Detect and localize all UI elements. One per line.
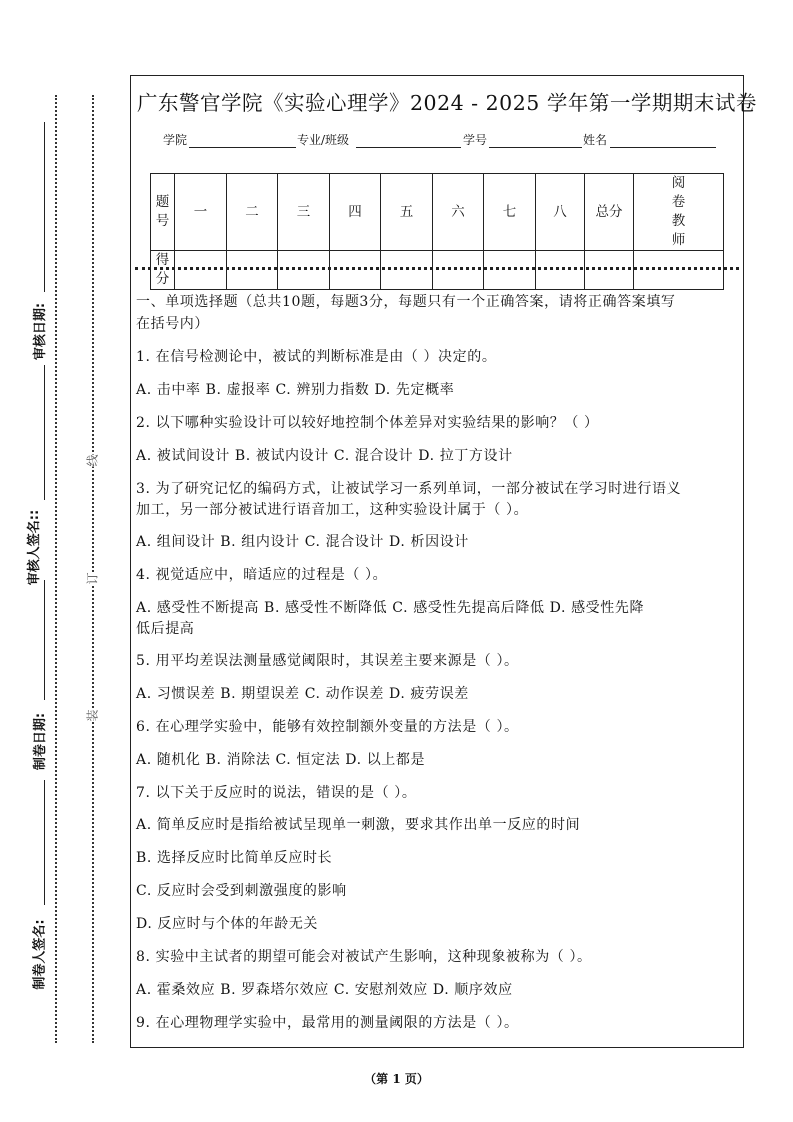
row-label-score: 得 分: [151, 251, 175, 290]
score-cell[interactable]: [278, 251, 330, 290]
question-text: 6. 在心理学实验中，能够有效控制额外变量的方法是（ ）。: [136, 719, 519, 735]
reviewer-sign-underline: [44, 365, 45, 500]
score-cell[interactable]: [634, 251, 724, 290]
maker-sign-underline: [44, 780, 45, 905]
col-header: 四: [330, 174, 381, 251]
text-line: 在括号内）: [136, 316, 209, 332]
field-label-student-id: 学号: [463, 133, 488, 147]
binding-dotted-line-outer: [55, 95, 57, 1043]
question-text: 3. 为了研究记忆的编码方式，让被试学习一系列单词，一部分被试在学习时进行语义: [136, 481, 682, 497]
score-cell[interactable]: [330, 251, 381, 290]
question-text: 2. 以下哪种实验设计可以较好地控制个体差异对实验结果的影响？（ ）: [136, 415, 599, 431]
separator-dotted: [135, 267, 739, 270]
score-cell[interactable]: [433, 251, 484, 290]
score-cell[interactable]: [585, 251, 634, 290]
col-header: 阅卷 教师: [634, 174, 724, 251]
answer-options: A. 习惯误差 B. 期望误差 C. 动作误差 D. 疲劳误差: [136, 686, 469, 702]
review-date-underline: [44, 122, 45, 292]
answer-options: A. 简单反应时是指给被试呈现单一刺激，要求其作出单一反应的时间: [136, 817, 581, 833]
row-label-question-no: 题 号: [151, 174, 175, 251]
col-header: 六: [433, 174, 484, 251]
field-label-name: 姓名: [583, 133, 608, 147]
score-cell[interactable]: [227, 251, 278, 290]
question-text: 4. 视觉适应中，暗适应的过程是（ ）。: [136, 567, 388, 583]
col-header: 一: [175, 174, 227, 251]
bind-mark-staple: 订: [85, 572, 100, 585]
field-label-major-class: 专业/班级: [297, 133, 350, 147]
answer-options: A. 被试间设计 B. 被试内设计 C. 混合设计 D. 拉丁方设计: [136, 448, 513, 464]
maker-sign-label: 制卷人签名:: [32, 919, 48, 990]
student-id-field[interactable]: [489, 147, 582, 148]
col-header: 八: [536, 174, 585, 251]
answer-options: D. 反应时与个体的年龄无关: [136, 916, 319, 932]
major-class-field[interactable]: [356, 147, 461, 148]
answer-options: A. 随机化 B. 消除法 C. 恒定法 D. 以上都是: [136, 752, 426, 768]
page-number: （第 1 页）: [364, 1072, 429, 1086]
make-date-label: 制卷日期:: [33, 712, 49, 771]
college-field[interactable]: [189, 147, 296, 148]
score-cell[interactable]: [484, 251, 536, 290]
text-line: 低后提高: [136, 621, 195, 637]
col-header: 五: [381, 174, 433, 251]
col-header: 三: [278, 174, 330, 251]
bind-mark-line: 线: [85, 454, 100, 467]
question-text: 9. 在心理物理学实验中，最常用的测量阈限的方法是（ ）。: [136, 1015, 519, 1031]
question-text: 1. 在信号检测论中，被试的判断标准是由（ ）决定的。: [136, 349, 497, 365]
score-table: [150, 173, 724, 290]
score-cell[interactable]: [381, 251, 433, 290]
answer-options: A. 霍桑效应 B. 罗森塔尔效应 C. 安慰剂效应 D. 顺序效应: [136, 982, 513, 998]
binding-dotted-line-inner: [92, 95, 94, 1043]
answer-options: C. 反应时会受到刺激强度的影响: [136, 883, 347, 899]
field-label-college: 学院: [163, 133, 188, 147]
question-text: 8. 实验中主试者的期望可能会对被试产生影响，这种现象被称为（ ）。: [136, 949, 592, 965]
answer-options: A. 击中率 B. 虚报率 C. 辨别力指数 D. 先定概率: [136, 382, 455, 398]
score-cell[interactable]: [536, 251, 585, 290]
question-text: 7. 以下关于反应时的说法，错误的是（ ）。: [136, 785, 417, 801]
question-text: 5. 用平均差误法测量感觉阈限时，其误差主要来源是（ ）。: [136, 653, 519, 669]
reviewer-sign-label: 审核人签名::: [27, 509, 43, 586]
answer-options: B. 选择反应时比简单反应时长: [136, 850, 333, 866]
name-field[interactable]: [610, 147, 716, 148]
answer-options: A. 组间设计 B. 组内设计 C. 混合设计 D. 析因设计: [136, 534, 469, 550]
text-line: 加工，另一部分被试进行语音加工，这种实验设计属于（ ）。: [136, 502, 529, 518]
col-header: 总分: [585, 174, 634, 251]
score-cell[interactable]: [175, 251, 227, 290]
answer-options: A. 感受性不断提高 B. 感受性不断降低 C. 感受性先提高后降低 D. 感受性先降: [136, 600, 645, 616]
exam-title: 广东警官学院《实验心理学》2024 - 2025 学年第一学期期末试卷: [137, 91, 757, 115]
col-header: 二: [227, 174, 278, 251]
col-header: 七: [484, 174, 536, 251]
review-date-label: 审核日期:: [33, 302, 49, 361]
bind-mark-bind: 装: [85, 709, 100, 722]
text-line: 一、单项选择题（总共10题，每题3分，每题只有一个正确答案，请将正确答案填写: [136, 294, 676, 310]
make-date-underline: [44, 580, 45, 700]
